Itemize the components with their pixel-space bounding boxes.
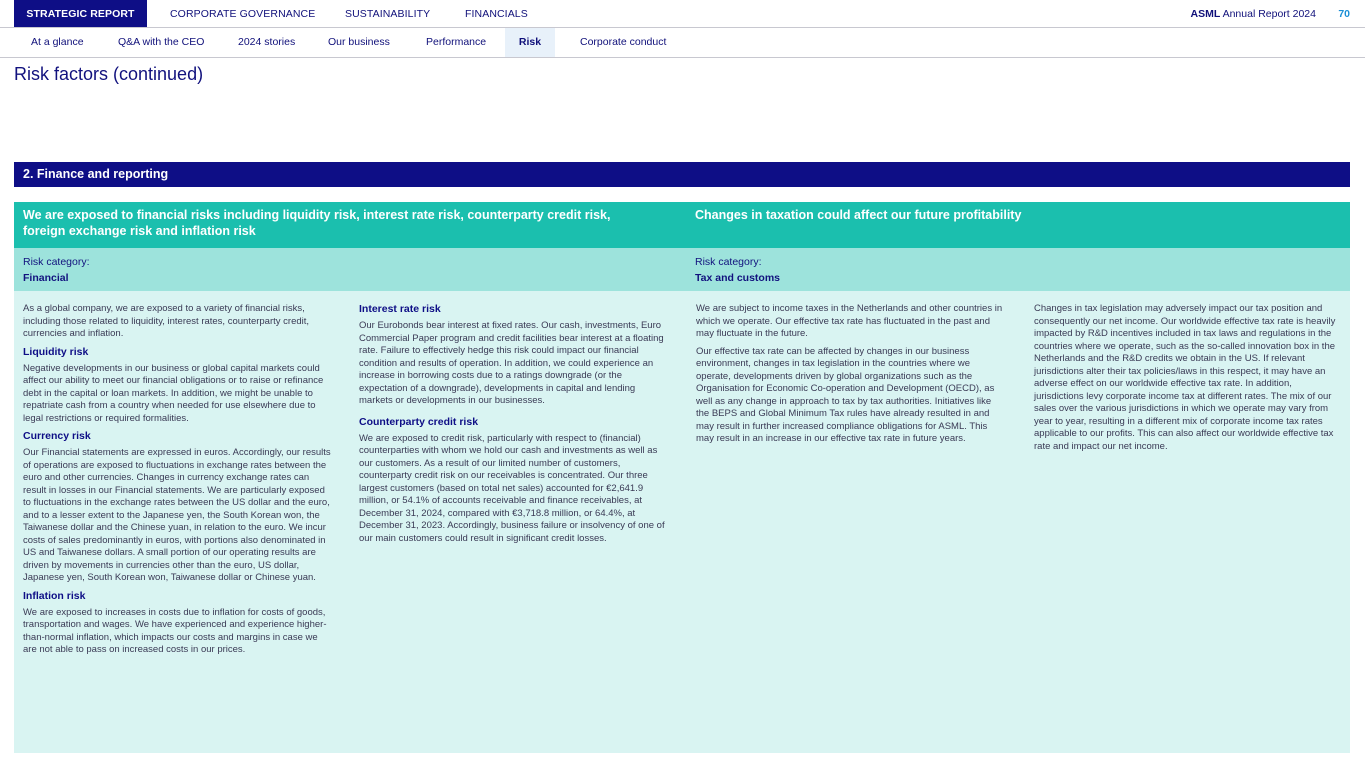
subnav-2024-stories[interactable]: 2024 stories xyxy=(238,36,296,48)
section-heading: 2. Finance and reporting xyxy=(14,162,1350,187)
tax-paragraph-3: Changes in tax legislation may adversely impact our tax position and consequently our net income. Our worldwide effective tax rate is heavily impacted by R&D incentives included in tax laws and regulations in the countries where we operate, such as the so-called innovation box in the Netherlands and the R&D credits we obtain in the US. If relevant jurisdictions alter their tax policies/laws in this respect, it may have an adverse effect on our worldwide effective tax rate. In addition, jurisdictions levy corporate income tax at different rates. The mix of our sales over the various jurisdictions in which we operate may vary from year to year, resulting in a different mix of corporate income tax rates applicable to our profits. This can also affect our worldwide effective tax rate and impact our net income. xyxy=(1034,303,1336,452)
subnav-our-business[interactable]: Our business xyxy=(328,36,390,48)
page-title: Risk factors (continued) xyxy=(14,64,204,84)
subnav-at-a-glance[interactable]: At a glance xyxy=(31,36,84,48)
tax-risk-category xyxy=(695,255,780,286)
report-name: Annual Report 2024 xyxy=(1220,8,1316,20)
financial-risk-heading: We are exposed to financial risks including liquidity risk, interest rate risk, counterparty credit risk, foreign exchange risk and inflation risk xyxy=(23,208,611,238)
tax-risk-column-2 xyxy=(1034,303,1340,458)
brand-name: ASML xyxy=(1190,8,1221,20)
tax-risk-heading: Changes in taxation could affect our future profitability xyxy=(695,208,1022,222)
category-label: Risk category: xyxy=(695,256,762,268)
category-value: Financial xyxy=(23,271,69,284)
category-value: Tax and customs xyxy=(695,271,780,284)
sub-navigation xyxy=(0,28,1365,58)
counterparty-risk-text: We are exposed to credit risk, particularly with respect to (financial) counterparties with whom we hold our cash and investments as well as our customers. As a result of our limited number of customers, counterparty credit risk on our receivables is concentrated. Our three largest customers (based on total net sales) accounted for €2,641.9 million, or 54.1% of accounts receivable and finance receivables, at December 31, 2024, compared with €3,718.8 million, or 64.4%, at December 31, 2023. Accordingly, business failure or insolvency of one of our main customers could result in significant credit losses. xyxy=(359,432,665,544)
subnav-risk[interactable]: Risk xyxy=(505,28,555,57)
top-navigation xyxy=(0,0,1365,28)
inflation-risk-title: Inflation risk xyxy=(23,589,86,602)
tax-risk-column-1 xyxy=(696,303,1004,451)
financial-risk-category xyxy=(23,255,90,286)
tab-corporate-governance[interactable]: CORPORATE GOVERNANCE xyxy=(170,8,316,20)
subnav-performance[interactable]: Performance xyxy=(426,36,487,48)
subnav-corporate-conduct[interactable]: Corporate conduct xyxy=(580,36,667,48)
currency-risk-text: Our Financial statements are expressed in euros. Accordingly, our results of operations are exposed to fluctuations in exchange rates between the euro and other currencies. Changes in currency exchange rates can result in losses in our Financial statements. We are particularly exposed to fluctuations in the exchange rates between the US dollar and the euro, and to a lesser extent to the Japanese yen, the South Korean won, the Taiwanese dollar and the Chinese yuan, in relation to the euro. We incur costs of sales predominantly in euros, with portions also denominated in US and Taiwanese dollars. A small portion of our operating results are driven by movements in currencies other than the euro, US dollar, Japanese yen, South Korean won, Taiwanese dollar or Chinese yuan. xyxy=(23,447,331,583)
risk-category-band xyxy=(14,248,1350,291)
counterparty-risk-title: Counterparty credit risk xyxy=(359,415,479,428)
liquidity-risk-text: Negative developments in our business or global capital markets could affect our ability to meet our financial obligations or to raise or refinance debt in the capital or loan markets. In addition, we might be unable to repatriate cash from a country when needed for use elsewhere due to legal restrictions or required formalities. xyxy=(23,362,324,424)
financial-risk-column-2 xyxy=(359,303,669,550)
report-title xyxy=(1191,0,1317,27)
subnav-qa-ceo[interactable]: Q&A with the CEO xyxy=(118,36,205,48)
interest-rate-risk-title: Interest rate risk xyxy=(359,303,441,315)
interest-rate-risk-text: Our Eurobonds bear interest at fixed rates. Our cash, investments, Euro Commercial Paper program and credit facilities bear interest at a floating rate. Failure to effectively hedge this risk could impact our financial condition and results of operation. In addition, we could experience an increase in borrowing costs due to a ratings downgrade (or the expectation of a downgrade), developments in capital and lending markets or developments in our businesses. xyxy=(359,320,664,406)
financial-intro: As a global company, we are exposed to a variety of financial risks, including those related to liquidity, interest rates, counterparty credit, currencies and inflation. xyxy=(23,303,310,339)
tax-paragraph-2: Our effective tax rate can be affected by changes in our business environment, changes in tax legislation in the countries where we operate, developments driven by global organizations such as the Organisation for Economic Co-operation and Development (OECD), as well as any change in approach to tax by tax authorities. Initiatives like the BEPS and Global Minimum Tax rules have already resulted in and may result in further increased compliance obligations for ASML. This may result in an increase in our effective tax rate in future years. xyxy=(696,345,995,444)
tax-paragraph-1: We are subject to income taxes in the Netherlands and other countries in which we operate. Our effective tax rate has fluctuated in the past and may fluctuate in the future. xyxy=(696,303,1003,339)
risk-heading-band xyxy=(14,202,1350,248)
category-label: Risk category: xyxy=(23,256,90,268)
inflation-risk-text: We are exposed to increases in costs due to inflation for costs of goods, transportation and wages. We have experienced and experience higher-than-normal inflation, which impacts our costs and margins in case we are not able to pass on increased costs in our prices. xyxy=(23,606,327,655)
currency-risk-title: Currency risk xyxy=(23,430,91,442)
tab-strategic-report[interactable]: STRATEGIC REPORT xyxy=(14,0,147,27)
liquidity-risk-title: Liquidity risk xyxy=(23,345,89,358)
financial-risk-column-1 xyxy=(23,303,331,662)
page-number: 70 xyxy=(1338,8,1350,20)
tab-sustainability[interactable]: SUSTAINABILITY xyxy=(345,8,431,20)
tab-financials[interactable]: FINANCIALS xyxy=(465,8,528,20)
